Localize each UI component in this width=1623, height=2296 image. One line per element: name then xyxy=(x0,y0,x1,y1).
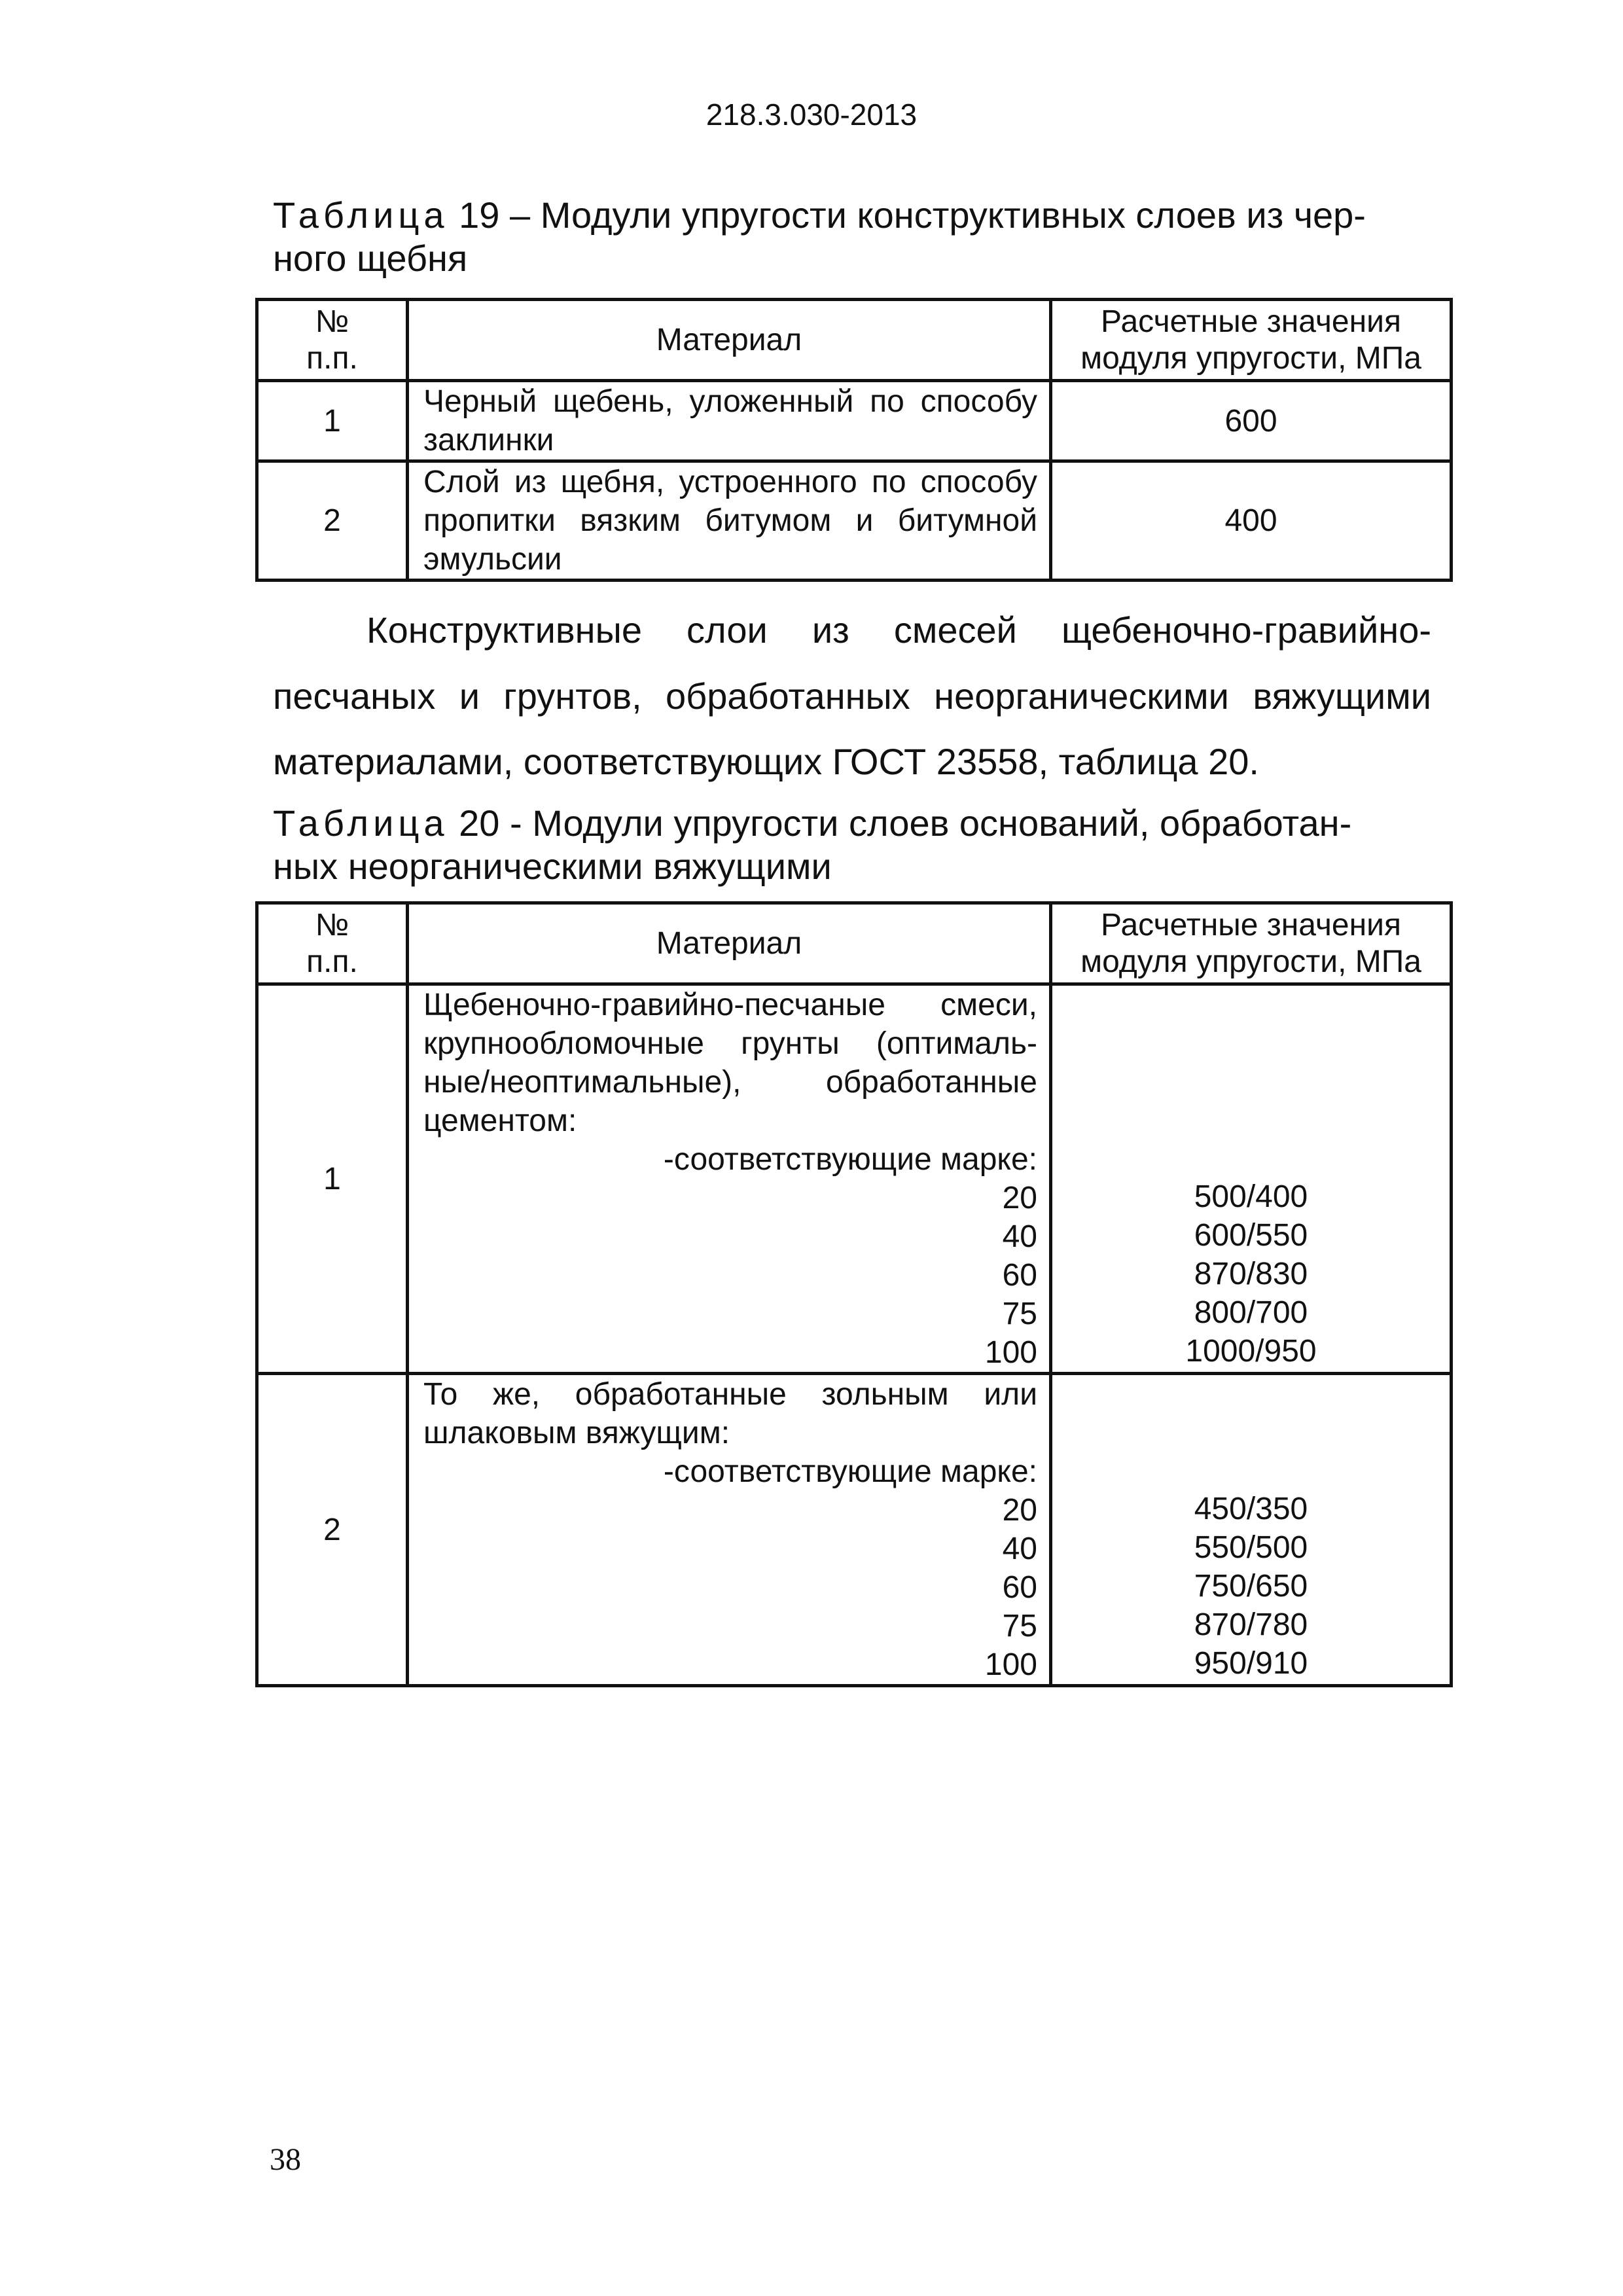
grade-value: 100 xyxy=(984,1335,1037,1370)
grade-label: -соответствующие марке: xyxy=(663,1454,1037,1489)
grade-value: 60 xyxy=(1002,1570,1037,1605)
row-number: 1 xyxy=(257,381,408,461)
row-number: 1 xyxy=(257,984,408,1374)
row-value: 600 xyxy=(1051,381,1452,461)
table-19-caption xyxy=(273,194,1431,280)
material-line: ные/неоптимальные), обработанные xyxy=(423,1065,1037,1100)
caption-line xyxy=(273,802,1431,845)
grade-value: 75 xyxy=(1002,1297,1037,1331)
header-value-line: модуля упругости, МПа xyxy=(1080,340,1421,376)
modulus-value: 870/830 xyxy=(1194,1257,1308,1291)
material-line: Щебеночно-гравийно-песчаные смеси, xyxy=(423,988,1037,1022)
header-material: Материал xyxy=(408,903,1051,984)
table-header-row xyxy=(257,300,1452,381)
paragraph-line: Конструктивные слои из смесей щебеночно-гравийно- xyxy=(366,609,1431,651)
grade-value: 60 xyxy=(1002,1258,1037,1293)
row-number: 2 xyxy=(257,1374,408,1686)
modulus-value: 1000/950 xyxy=(1185,1334,1317,1369)
caption-text: 19 – Модули упругости конструктивных слоев из чер- xyxy=(448,194,1366,236)
row-material xyxy=(408,984,1051,1374)
grade-value: 100 xyxy=(984,1647,1037,1682)
page-number: 38 xyxy=(270,2142,301,2177)
table-row xyxy=(257,461,1452,581)
table-20-caption xyxy=(273,802,1431,888)
caption-text: 20 - Модули упругости слоев оснований, обработан- xyxy=(448,802,1352,844)
caption-line: ного щебня xyxy=(273,238,468,279)
caption-label: Таблица xyxy=(273,194,449,236)
header-value-line: Расчетные значения xyxy=(1101,304,1401,339)
modulus-value: 500/400 xyxy=(1194,1179,1308,1214)
material-line: крупнообломочные грунты (оптималь- xyxy=(423,1026,1037,1061)
header-number xyxy=(257,300,408,381)
material-line: То же, обработанные зольным или xyxy=(423,1377,1037,1412)
row-material xyxy=(408,1374,1051,1686)
modulus-value: 750/650 xyxy=(1194,1569,1308,1604)
material-line: эмульсии xyxy=(423,542,562,577)
header-value xyxy=(1051,903,1452,984)
header-number-line: № xyxy=(315,907,349,942)
header-value xyxy=(1051,300,1452,381)
caption-line xyxy=(273,194,1431,237)
paragraph-line: песчаных и грунтов, обработанных неорганическими вяжущими xyxy=(273,675,1431,717)
header-number-line: п.п. xyxy=(306,340,358,376)
header-value-line: Расчетные значения xyxy=(1101,907,1401,942)
row-value: 400 xyxy=(1051,461,1452,581)
header-number-line: № xyxy=(315,304,349,339)
table-header-row xyxy=(257,903,1452,984)
caption-line: ных неорганическими вяжущими xyxy=(273,846,832,887)
row-material xyxy=(408,381,1051,461)
grade-value: 20 xyxy=(1002,1493,1037,1528)
header-number-line: п.п. xyxy=(306,944,358,979)
header-value-line: модуля упругости, МПа xyxy=(1080,944,1421,979)
material-line: Черный щебень, уложенный по способу xyxy=(423,384,1037,419)
table-row xyxy=(257,1374,1452,1686)
modulus-value: 600/550 xyxy=(1194,1218,1308,1253)
caption-label: Таблица xyxy=(273,802,449,844)
modulus-value: 450/350 xyxy=(1194,1492,1308,1526)
grade-label: -соответствующие марке: xyxy=(663,1142,1037,1177)
modulus-value: 870/780 xyxy=(1194,1607,1308,1642)
table-20 xyxy=(255,901,1453,1687)
row-material xyxy=(408,461,1051,581)
grade-value: 20 xyxy=(1002,1181,1037,1215)
header-material: Материал xyxy=(408,300,1051,381)
document-code: 218.3.030-2013 xyxy=(705,98,918,132)
modulus-value: 800/700 xyxy=(1194,1295,1308,1330)
material-line: цементом: xyxy=(423,1103,577,1138)
table-row xyxy=(257,381,1452,461)
material-line: шлаковым вяжущим: xyxy=(423,1416,730,1450)
modulus-value: 550/500 xyxy=(1194,1530,1308,1565)
material-line: пропитки вязким битумом и битумной xyxy=(423,503,1037,538)
table-19 xyxy=(255,298,1453,582)
grade-value: 40 xyxy=(1002,1532,1037,1566)
modulus-value: 950/910 xyxy=(1194,1646,1308,1681)
grade-value: 40 xyxy=(1002,1219,1037,1254)
row-values xyxy=(1051,984,1452,1374)
table-row xyxy=(257,984,1452,1374)
material-line: Слой из щебня, устроенного по способу xyxy=(423,465,1037,499)
grade-value: 75 xyxy=(1002,1609,1037,1643)
row-number: 2 xyxy=(257,461,408,581)
material-line: заклинки xyxy=(423,423,554,457)
paragraph-line: материалами, соответствующих ГОСТ 23558, таблица 20. xyxy=(273,741,1259,782)
header-number xyxy=(257,903,408,984)
row-values xyxy=(1051,1374,1452,1686)
